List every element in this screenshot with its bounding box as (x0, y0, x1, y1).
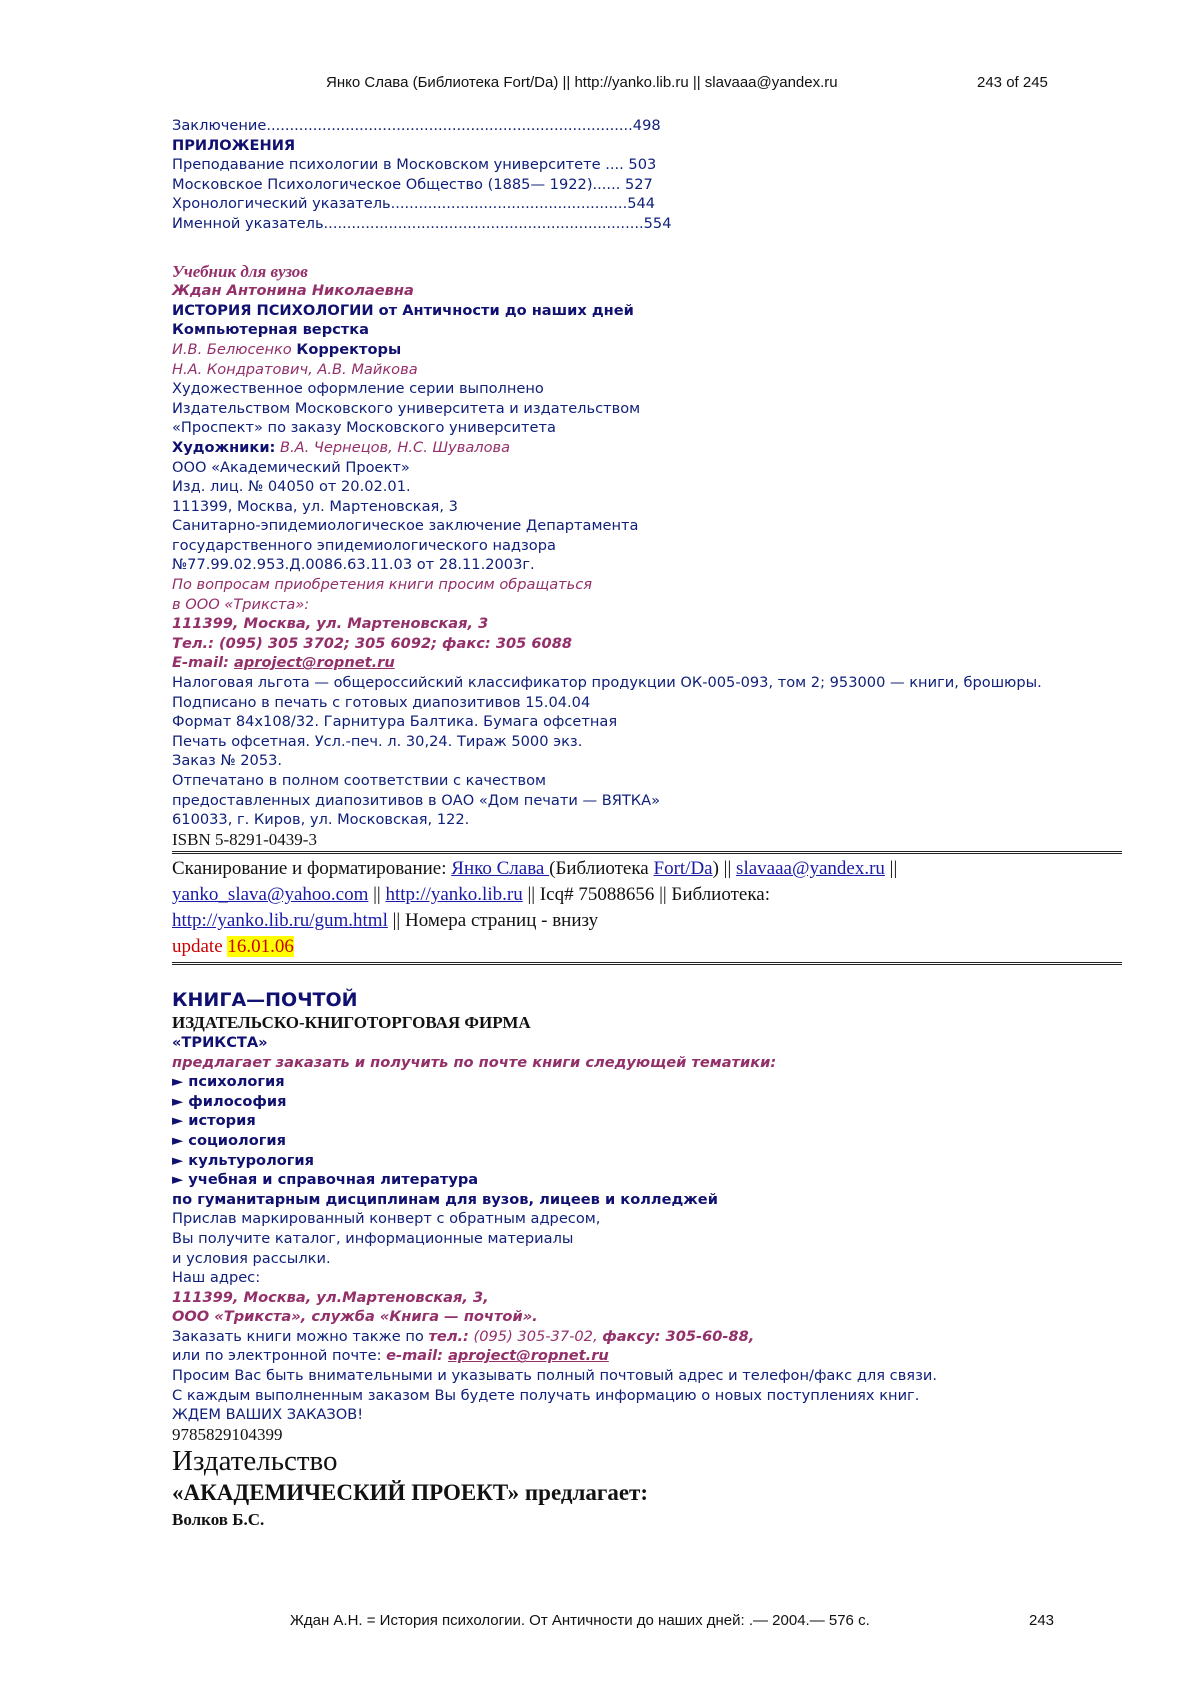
footer-citation: Ждан А.Н. = История психологии. От Античности до наших дней: .— 2004.— 576 с. (290, 1612, 870, 1629)
note-line: С каждым выполненным заказом Вы будете получать информацию о новых поступлениях книг. (172, 1386, 920, 1404)
info-line: и условия рассылки. (172, 1249, 331, 1267)
scan-text: || (368, 884, 386, 906)
series-label: Учебник для вузов (172, 261, 308, 281)
ad-offer: предлагает заказать и получить по почте книги следующей тематики: (172, 1053, 777, 1071)
scan-prefix: Сканирование и форматирование: (172, 858, 452, 880)
page-content (172, 116, 1122, 1532)
imprint-block (172, 262, 1122, 850)
info-line: Наш адрес: (172, 1269, 261, 1287)
toc-appendix-heading: ПРИЛОЖЕНИЯ (172, 136, 296, 154)
purchase-line: в ООО «Трикста»: (172, 595, 310, 613)
distributor-address: 111399, Москва, ул. Мартеновская, 3 (172, 615, 489, 633)
order-tel: (095) 305-37-02, (468, 1327, 603, 1345)
toc-item: Московское Психологическое Общество (1885— 1922)...... 527 (172, 175, 653, 193)
scan-credits (172, 856, 1122, 960)
artists-label: Художники: (172, 438, 276, 456)
email-label: E-mail: (172, 654, 235, 672)
print-line: предоставленных диапозитивов в ОАО «Дом печати — ВЯТКА» (172, 791, 661, 809)
distributor-email-link[interactable]: aproject@ropnet.ru (234, 654, 395, 672)
header-page-count: 243 of 245 (977, 74, 1048, 91)
toc-item: Именной указатель.....................................................................554 (172, 214, 672, 232)
publisher-line: ООО «Академический Проект» (172, 458, 410, 476)
pages-note: || Номера страниц - внизу (387, 910, 599, 932)
toc-conclusion: Заключение...............................................................................498 (172, 117, 661, 134)
publisher-line: 111399, Москва, ул. Мартеновская, 3 (172, 497, 458, 515)
divider-top (172, 851, 1122, 854)
ad-firm-name: «ТРИКСТА» (172, 1033, 268, 1051)
scan-text: (Библиотека (549, 858, 654, 880)
running-header: Янко Слава (Библиотека Fort/Da) || http://yanko.lib.ru || slavaaa@yandex.ru (326, 74, 838, 91)
divider-bottom (172, 962, 1122, 965)
yandex-email-link[interactable]: slavaaa@yandex.ru (736, 858, 885, 880)
topic-item: ► психология (172, 1073, 285, 1091)
book-author: Ждан Антонина Николаевна (172, 282, 414, 300)
scanner-name-link[interactable]: Янко Слава (451, 858, 550, 880)
order-tel-label: тел.: (428, 1327, 469, 1345)
order-email-line (172, 1346, 1122, 1366)
ad-firm: ИЗДАТЕЛЬСКО-КНИГОТОРГОВАЯ ФИРМА (172, 1013, 531, 1033)
artists-names: В.А. Чернецов, Н.С. Шувалова (280, 438, 511, 456)
note-line: Просим Вас быть внимательными и указывать полный почтовый адрес и телефон/факс для связи. (172, 1367, 937, 1385)
site-link[interactable]: http://yanko.lib.ru (385, 884, 523, 906)
promo-line2: «АКАДЕМИЧЕСКИЙ ПРОЕКТ» предлагает: (172, 1480, 649, 1506)
barcode-number: 9785829104399 (172, 1424, 283, 1444)
order-fax: факсу: 305-60-88, (602, 1327, 755, 1345)
artists-line (172, 438, 1122, 458)
tax-note: Налоговая льгота — общероссийский классификатор продукции ОК-005-093, том 2; 953000 — книги, брошюры. (172, 674, 1042, 692)
order-line (172, 1327, 1122, 1347)
scan-text: ) || (712, 858, 737, 880)
topic-item: ► учебная и справочная литература (172, 1171, 479, 1189)
design-line: Художественное оформление серии выполнено (172, 380, 544, 398)
publisher-line: государственного эпидемиологического надзора (172, 536, 556, 554)
distributor-email-line (172, 653, 1122, 673)
order-prefix: Заказать книги можно также по (172, 1327, 429, 1345)
print-line: Печать офсетная. Усл.-печ. л. 30,24. Тираж 5000 экз. (172, 732, 583, 750)
layout-line (172, 340, 1122, 360)
yahoo-email-link[interactable]: yanko_slava@yahoo.com (172, 884, 369, 906)
correctors-label: Корректоры (296, 340, 402, 358)
distributor-phones: Тел.: (095) 305 3702; 305 6092; факс: 305 6088 (172, 634, 573, 652)
design-line: Издательством Московского университета и издательством (172, 399, 641, 417)
topic-item: ► социология (172, 1131, 286, 1149)
print-line: 610033, г. Киров, ул. Московская, 122. (172, 811, 470, 829)
footer-page-number: 243 (1029, 1612, 1055, 1629)
print-line: Формат 84x108/32. Гарнитура Балтика. Бумага офсетная (172, 713, 618, 731)
design-line: «Проспект» по заказу Московского университета (172, 419, 556, 437)
publisher-line: Санитарно-эпидемиологическое заключение Департамента (172, 517, 639, 535)
purchase-line: По вопросам приобретения книги просим обращаться (172, 576, 593, 594)
promo-line1: Издательство (172, 1445, 338, 1478)
promo-author: Волков Б.С. (172, 1510, 265, 1530)
order-email-link[interactable]: aproject@ropnet.ru (448, 1347, 609, 1365)
book-by-mail-ad (172, 987, 1122, 1444)
topic-item: ► философия (172, 1092, 287, 1110)
toc-item: Хронологический указатель...................................................544 (172, 195, 656, 213)
topic-item: ► культурология (172, 1151, 315, 1169)
layout-label: Компьютерная верстка (172, 321, 370, 339)
correctors-names: Н.А. Кондратович, А.В. Майкова (172, 360, 418, 378)
isbn: ISBN 5-8291-0439-3 (172, 829, 317, 849)
order-email-prefix: или по электронной почте: (172, 1347, 387, 1365)
fortda-link[interactable]: Fort/Da (653, 858, 713, 880)
order-email-label: e-mail: (386, 1347, 449, 1365)
update-label: update (172, 936, 228, 958)
layout-person: И.В. Белюсенко (172, 340, 292, 358)
book-title: ИСТОРИЯ ПСИХОЛОГИИ от Античности до наших дней (172, 301, 634, 319)
topics-tail: по гуманитарным дисциплинам для вузов, лицеев и колледжей (172, 1190, 718, 1208)
publisher-promo (172, 1444, 1122, 1532)
info-line: Вы получите каталог, информационные материалы (172, 1229, 574, 1247)
scan-text: || (884, 858, 898, 880)
print-line: Заказ № 2053. (172, 752, 283, 770)
ad-address: 111399, Москва, ул.Мартеновская, 3, (172, 1288, 489, 1306)
publisher-line: №77.99.02.953.Д.0086.63.11.03 от 28.11.2003г. (172, 556, 535, 574)
print-line: Отпечатано в полном соответствии с качеством (172, 772, 547, 789)
update-date: 16.01.06 (227, 936, 294, 958)
toc-item: Преподавание психологии в Московском университете .... 503 (172, 156, 657, 174)
publisher-line: Изд. лиц. № 04050 от 20.02.01. (172, 478, 411, 496)
print-line: Подписано в печать с готовых диапозитивов 15.04.04 (172, 693, 591, 711)
note-line: ЖДЕМ ВАШИХ ЗАКАЗОВ! (172, 1406, 364, 1424)
ad-service: ООО «Трикста», служба «Книга — почтой». (172, 1308, 538, 1326)
table-of-contents (172, 116, 1122, 234)
ad-title: КНИГА—ПОЧТОЙ (172, 989, 358, 1012)
icq-text: || Icq# 75088656 || Библиотека: (522, 884, 770, 906)
info-line: Прислав маркированный конверт с обратным адресом, (172, 1210, 601, 1228)
topic-item: ► история (172, 1112, 256, 1130)
gum-library-link[interactable]: http://yanko.lib.ru/gum.html (172, 910, 388, 932)
